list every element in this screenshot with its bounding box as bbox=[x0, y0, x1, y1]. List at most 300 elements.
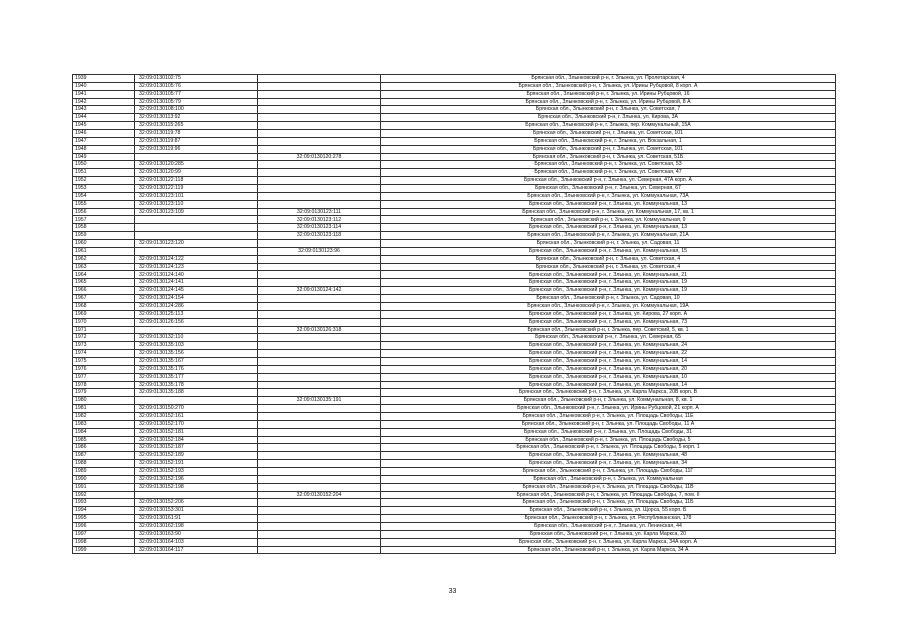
cadastral-number-cell: 32:09:0130135:167 bbox=[135, 357, 258, 365]
row-number-cell: 1981 bbox=[73, 405, 135, 413]
address-cell: Брянская обл., Злынковский р-н, г. Злынка, ул. Советская, 4 bbox=[381, 263, 836, 271]
cadastral-number-cell: 32:09:0130152:170 bbox=[135, 420, 258, 428]
table-row bbox=[73, 318, 836, 326]
table-row bbox=[73, 279, 836, 287]
address-cell: Брянская обл., Злынковский р-н, г. Злынка, ул. Ирины Рубцовой, 16 bbox=[381, 90, 836, 98]
registry-table-body bbox=[73, 75, 836, 554]
cadastral-number-cell: 32:09:0130105:77 bbox=[135, 90, 258, 98]
table-row bbox=[73, 98, 836, 106]
related-cadastral-number-cell bbox=[258, 530, 381, 538]
cadastral-number-cell: 32:09:0130105:76 bbox=[135, 82, 258, 90]
address-cell: Брянская обл., Злынковский р-н, г. Злынка, ул. Вокзальная, 1 bbox=[381, 137, 836, 145]
table-row bbox=[73, 467, 836, 475]
cadastral-number-cell: 32:09:0130119:87 bbox=[135, 137, 258, 145]
row-number-cell: 1965 bbox=[73, 279, 135, 287]
related-cadastral-number-cell bbox=[258, 98, 381, 106]
related-cadastral-number-cell bbox=[258, 255, 381, 263]
address-cell: Брянская обл., Злынковский р-н, г. Злынка, ул. Карла Маркса, 34А корп. А bbox=[381, 538, 836, 546]
related-cadastral-number-cell bbox=[258, 444, 381, 452]
row-number-cell: 1987 bbox=[73, 452, 135, 460]
table-row bbox=[73, 271, 836, 279]
table-row bbox=[73, 208, 836, 216]
related-cadastral-number-cell bbox=[258, 334, 381, 342]
address-cell: Брянская обл., Злынковский р-н, г. Злынка, ул. Садовая, 10 bbox=[381, 295, 836, 303]
table-row bbox=[73, 153, 836, 161]
address-cell: Брянская обл., Злынковский р-н, г. Злынка, ул. Коммунальная, 48 bbox=[381, 452, 836, 460]
table-row bbox=[73, 357, 836, 365]
related-cadastral-number-cell bbox=[258, 295, 381, 303]
address-cell: Брянская обл., Злынковский р-н, г. Злынка, ул. Коммунальная, 22 bbox=[381, 350, 836, 358]
related-cadastral-number-cell bbox=[258, 546, 381, 554]
row-number-cell: 1988 bbox=[73, 460, 135, 468]
cadastral-number-cell: 32:09:0130135:156 bbox=[135, 350, 258, 358]
table-row bbox=[73, 350, 836, 358]
row-number-cell: 1945 bbox=[73, 122, 135, 130]
row-number-cell: 1940 bbox=[73, 82, 135, 90]
cadastral-number-cell bbox=[135, 247, 258, 255]
address-cell: Брянская обл., Злынковский р-н, г. Злынка, ул. Советская, 53 bbox=[381, 161, 836, 169]
row-number-cell: 1966 bbox=[73, 287, 135, 295]
table-row bbox=[73, 538, 836, 546]
row-number-cell: 1986 bbox=[73, 444, 135, 452]
related-cadastral-number-cell: 32:09:0130123:111 bbox=[258, 208, 381, 216]
address-cell: Брянская обл., Злынковский р-н, г. Злынка, ул. Коммунальная, 19А bbox=[381, 302, 836, 310]
row-number-cell: 1957 bbox=[73, 216, 135, 224]
table-row bbox=[73, 342, 836, 350]
row-number-cell: 1979 bbox=[73, 389, 135, 397]
address-cell: Брянская обл., Злынковский р-н, г. Злынка, ул. Садовая, 11 bbox=[381, 240, 836, 248]
row-number-cell: 1952 bbox=[73, 177, 135, 185]
row-number-cell: 1996 bbox=[73, 522, 135, 530]
address-cell: Брянская обл., Злынковский р-н, г. Злынка, ул. Советская, 4 bbox=[381, 255, 836, 263]
related-cadastral-number-cell: 32:09:0130120:278 bbox=[258, 153, 381, 161]
related-cadastral-number-cell bbox=[258, 114, 381, 122]
cadastral-number-cell: 32:09:0130135:188 bbox=[135, 389, 258, 397]
cadastral-number-cell: 32:09:0130152:184 bbox=[135, 436, 258, 444]
related-cadastral-number-cell bbox=[258, 310, 381, 318]
related-cadastral-number-cell bbox=[258, 420, 381, 428]
address-cell: Брянская обл., Злынковский р-н, г. Злынка, ул. Коммунальная, 15 bbox=[381, 247, 836, 255]
address-cell: Брянская обл., Злынковский р-н, г. Злынка, ул. Коммунальная, 14 bbox=[381, 381, 836, 389]
cadastral-number-cell: 32:09:0130152:206 bbox=[135, 499, 258, 507]
row-number-cell: 1976 bbox=[73, 365, 135, 373]
table-row bbox=[73, 412, 836, 420]
cadastral-number-cell: 32:09:0130126:156 bbox=[135, 318, 258, 326]
address-cell: Брянская обл., Злынковский р-н, г. Злынка, ул. Северная, 47А корп. А bbox=[381, 177, 836, 185]
address-cell: Брянская обл., Злынковский р-н, г. Злынка, ул. Площадь Свободы, 11Е bbox=[381, 412, 836, 420]
related-cadastral-number-cell bbox=[258, 342, 381, 350]
cadastral-number-cell: 32:09:0130135:177 bbox=[135, 373, 258, 381]
table-row bbox=[73, 145, 836, 153]
cadastral-number-cell: 32:09:0130152:187 bbox=[135, 444, 258, 452]
table-row bbox=[73, 216, 836, 224]
table-row bbox=[73, 90, 836, 98]
row-number-cell: 1970 bbox=[73, 318, 135, 326]
row-number-cell: 1995 bbox=[73, 515, 135, 523]
address-cell: Брянская обл., Злынковский р-н, г. Злынка, ул. Коммунальная, 73 bbox=[381, 318, 836, 326]
related-cadastral-number-cell: 32:09:0130135:191 bbox=[258, 397, 381, 405]
cadastral-number-cell: 32:09:0130122:119 bbox=[135, 185, 258, 193]
address-cell: Брянская обл., Злынковский р-н, г. Злынка, пер. Советский, 5, кв. 1 bbox=[381, 326, 836, 334]
row-number-cell: 1983 bbox=[73, 420, 135, 428]
related-cadastral-number-cell bbox=[258, 302, 381, 310]
row-number-cell: 1949 bbox=[73, 153, 135, 161]
cadastral-number-cell: 32:09:0130152:161 bbox=[135, 412, 258, 420]
row-number-cell: 1985 bbox=[73, 436, 135, 444]
cadastral-number-cell: 32:09:0130105:79 bbox=[135, 98, 258, 106]
table-row bbox=[73, 82, 836, 90]
related-cadastral-number-cell bbox=[258, 412, 381, 420]
cadastral-number-cell: 32:09:0130161:91 bbox=[135, 515, 258, 523]
registry-table bbox=[72, 74, 836, 554]
row-number-cell: 1969 bbox=[73, 310, 135, 318]
address-cell: Брянская обл., Злынковский р-н, г. Злынка, ул. Коммунальная, 21А bbox=[381, 232, 836, 240]
row-number-cell: 1956 bbox=[73, 208, 135, 216]
address-cell: Брянская обл., Злынковский р-н, г. Злынка, ул. Площадь Свободы, 11Б bbox=[381, 499, 836, 507]
table-row bbox=[73, 460, 836, 468]
related-cadastral-number-cell bbox=[258, 515, 381, 523]
cadastral-number-cell: 32:09:0130150:270 bbox=[135, 405, 258, 413]
cadastral-number-cell: 32:09:0130162:198 bbox=[135, 522, 258, 530]
table-row bbox=[73, 515, 836, 523]
address-cell: Брянская обл., Злынковский р-н, г. Злынка, ул. Коммунальная, 14 bbox=[381, 357, 836, 365]
table-row bbox=[73, 106, 836, 114]
cadastral-number-cell: 32:09:0130113:92 bbox=[135, 114, 258, 122]
address-cell: Брянская обл., Злынковский р-н, г. Злынка, ул. Коммунальная, 19 bbox=[381, 279, 836, 287]
address-cell: Брянская обл., Злынковский р-н, г. Злынка, ул. Советская, 7 bbox=[381, 106, 836, 114]
cadastral-number-cell: 32:09:0130124:154 bbox=[135, 295, 258, 303]
table-row bbox=[73, 483, 836, 491]
related-cadastral-number-cell: 32:09:0130123:114 bbox=[258, 224, 381, 232]
cadastral-number-cell: 32:09:0130153:301 bbox=[135, 507, 258, 515]
cadastral-number-cell bbox=[135, 216, 258, 224]
related-cadastral-number-cell bbox=[258, 522, 381, 530]
table-row bbox=[73, 420, 836, 428]
table-row bbox=[73, 397, 836, 405]
row-number-cell: 1967 bbox=[73, 295, 135, 303]
row-number-cell: 1978 bbox=[73, 381, 135, 389]
table-row bbox=[73, 530, 836, 538]
related-cadastral-number-cell bbox=[258, 538, 381, 546]
related-cadastral-number-cell bbox=[258, 130, 381, 138]
cadastral-number-cell: 32:09:0130152:196 bbox=[135, 475, 258, 483]
related-cadastral-number-cell bbox=[258, 271, 381, 279]
address-cell: Брянская обл., Злынковский р-н, г. Злынка, ул. Советская, 51Б bbox=[381, 153, 836, 161]
cadastral-number-cell: 32:09:0130124:286 bbox=[135, 302, 258, 310]
row-number-cell: 1968 bbox=[73, 302, 135, 310]
related-cadastral-number-cell bbox=[258, 365, 381, 373]
row-number-cell: 1992 bbox=[73, 491, 135, 499]
related-cadastral-number-cell bbox=[258, 436, 381, 444]
cadastral-number-cell: 32:09:0130125:113 bbox=[135, 310, 258, 318]
row-number-cell: 1944 bbox=[73, 114, 135, 122]
row-number-cell: 1947 bbox=[73, 137, 135, 145]
page-number: 33 bbox=[448, 588, 457, 595]
cadastral-number-cell: 32:09:0130119:96 bbox=[135, 145, 258, 153]
address-cell: Брянская обл., Злынковский р-н, г. Злынка, ул. Коммунальная, 9 bbox=[381, 216, 836, 224]
row-number-cell: 1993 bbox=[73, 499, 135, 507]
address-cell: Брянская обл., Злынковский р-н, г. Злынка, ул. Республиканская, 178 bbox=[381, 515, 836, 523]
related-cadastral-number-cell bbox=[258, 389, 381, 397]
table-row bbox=[73, 365, 836, 373]
cadastral-number-cell: 32:09:0130152:181 bbox=[135, 428, 258, 436]
table-row bbox=[73, 436, 836, 444]
row-number-cell: 1971 bbox=[73, 326, 135, 334]
address-cell: Брянская обл., Злынковский р-н, г. Злынка, ул. Ирины Рубцовой, 21 корп. А bbox=[381, 405, 836, 413]
row-number-cell: 1959 bbox=[73, 232, 135, 240]
table-row bbox=[73, 499, 836, 507]
cadastral-number-cell bbox=[135, 224, 258, 232]
table-row bbox=[73, 114, 836, 122]
table-row bbox=[73, 75, 836, 83]
related-cadastral-number-cell bbox=[258, 499, 381, 507]
address-cell: Брянская обл., Злынковский р-н, г. Злынка, ул. Коммунальная bbox=[381, 475, 836, 483]
table-row bbox=[73, 475, 836, 483]
related-cadastral-number-cell bbox=[258, 263, 381, 271]
related-cadastral-number-cell bbox=[258, 185, 381, 193]
related-cadastral-number-cell: 32:09:0130124:142 bbox=[258, 287, 381, 295]
cadastral-number-cell: 32:09:0130135:178 bbox=[135, 381, 258, 389]
row-number-cell: 1989 bbox=[73, 467, 135, 475]
table-row bbox=[73, 263, 836, 271]
row-number-cell: 1942 bbox=[73, 98, 135, 106]
row-number-cell: 1997 bbox=[73, 530, 135, 538]
table-row bbox=[73, 452, 836, 460]
cadastral-number-cell: 32:09:0130135:103 bbox=[135, 342, 258, 350]
related-cadastral-number-cell bbox=[258, 82, 381, 90]
address-cell: Брянская обл., Злынковский р-н, г. Злынка, ул. Карла Маркса, 34 А bbox=[381, 546, 836, 554]
table-row bbox=[73, 122, 836, 130]
row-number-cell: 1975 bbox=[73, 357, 135, 365]
cadastral-number-cell: 32:09:0130123:110 bbox=[135, 200, 258, 208]
table-row bbox=[73, 185, 836, 193]
row-number-cell: 1943 bbox=[73, 106, 135, 114]
address-cell: Брянская обл., Злынковский р-н, г. Злынка, ул. Площадь Свободы, 11В bbox=[381, 483, 836, 491]
row-number-cell: 1990 bbox=[73, 475, 135, 483]
address-cell: Брянская обл., Злынковский р-н, г. Злынка, ул. Площадь Свободы, 31 bbox=[381, 428, 836, 436]
address-cell: Брянская обл., Злынковский р-н, г. Злынка, пер. Коммунальный, 15А bbox=[381, 122, 836, 130]
related-cadastral-number-cell bbox=[258, 405, 381, 413]
row-number-cell: 1972 bbox=[73, 334, 135, 342]
related-cadastral-number-cell bbox=[258, 467, 381, 475]
cadastral-number-cell: 32:09:0130152:193 bbox=[135, 467, 258, 475]
cadastral-number-cell bbox=[135, 153, 258, 161]
row-number-cell: 1958 bbox=[73, 224, 135, 232]
table-row bbox=[73, 232, 836, 240]
related-cadastral-number-cell bbox=[258, 90, 381, 98]
related-cadastral-number-cell: 32:09:0130126:318 bbox=[258, 326, 381, 334]
cadastral-number-cell bbox=[135, 326, 258, 334]
table-row bbox=[73, 200, 836, 208]
address-cell: Брянская обл., Злынковский р-н, г. Злынка, ул. Кирова, 3А bbox=[381, 114, 836, 122]
table-row bbox=[73, 444, 836, 452]
table-row bbox=[73, 240, 836, 248]
row-number-cell: 1974 bbox=[73, 350, 135, 358]
cadastral-number-cell: 32:09:0130163:90 bbox=[135, 530, 258, 538]
table-row bbox=[73, 428, 836, 436]
address-cell: Брянская обл., Злынковский р-н, г. Злынка, ул. Коммунальная, 21 bbox=[381, 271, 836, 279]
table-row bbox=[73, 130, 836, 138]
address-cell: Брянская обл., Злынковский р-н, г. Злынка, ул. Коммунальная, 34 bbox=[381, 460, 836, 468]
cadastral-number-cell: 32:09:0130123:101 bbox=[135, 192, 258, 200]
related-cadastral-number-cell bbox=[258, 122, 381, 130]
related-cadastral-number-cell bbox=[258, 177, 381, 185]
related-cadastral-number-cell bbox=[258, 169, 381, 177]
row-number-cell: 1948 bbox=[73, 145, 135, 153]
row-number-cell: 1963 bbox=[73, 263, 135, 271]
table-row bbox=[73, 224, 836, 232]
address-cell: Брянская обл., Злынковский р-н, г. Злынка, ул. Советская, 47 bbox=[381, 169, 836, 177]
table-row bbox=[73, 373, 836, 381]
row-number-cell: 1962 bbox=[73, 255, 135, 263]
table-row bbox=[73, 137, 836, 145]
cadastral-number-cell: 32:09:0130119:78 bbox=[135, 130, 258, 138]
address-cell: Брянская обл., Злынковский р-н, г. Злынка, ул. Площадь Свободы, 5 bbox=[381, 436, 836, 444]
cadastral-number-cell: 32:09:0130152:198 bbox=[135, 483, 258, 491]
row-number-cell: 1960 bbox=[73, 240, 135, 248]
cadastral-number-cell: 32:09:0130132:110 bbox=[135, 334, 258, 342]
cadastral-number-cell: 32:09:0130152:189 bbox=[135, 452, 258, 460]
row-number-cell: 1939 bbox=[73, 75, 135, 83]
cadastral-number-cell: 32:09:0130123:109 bbox=[135, 208, 258, 216]
related-cadastral-number-cell bbox=[258, 428, 381, 436]
address-cell: Брянская обл., Злынковский р-н, г. Злынка, ул. Площадь Свободы, 11Г bbox=[381, 467, 836, 475]
related-cadastral-number-cell bbox=[258, 192, 381, 200]
cadastral-number-cell: 32:09:0130124:140 bbox=[135, 271, 258, 279]
address-cell: Брянская обл., Злынковский р-н, г. Злынка, ул. Кирова, 27 корп. А bbox=[381, 310, 836, 318]
row-number-cell: 1991 bbox=[73, 483, 135, 491]
related-cadastral-number-cell bbox=[258, 106, 381, 114]
row-number-cell: 1973 bbox=[73, 342, 135, 350]
related-cadastral-number-cell bbox=[258, 357, 381, 365]
related-cadastral-number-cell: 32:09:0130152:204 bbox=[258, 491, 381, 499]
address-cell: Брянская обл., Злынковский р-н, г. Злынка, ул. Коммунальная, 20 bbox=[381, 365, 836, 373]
address-cell: Брянская обл., Злынковский р-н, г. Злынка, ул. Коммунальная, 10 bbox=[381, 373, 836, 381]
address-cell: Брянская обл., Злынковский р-н, г. Злынка, ул. Коммунальная, 73А bbox=[381, 192, 836, 200]
related-cadastral-number-cell: 32:09:0130123:112 bbox=[258, 216, 381, 224]
cadastral-number-cell: 32:09:0130124:122 bbox=[135, 255, 258, 263]
related-cadastral-number-cell bbox=[258, 507, 381, 515]
row-number-cell: 1954 bbox=[73, 192, 135, 200]
related-cadastral-number-cell bbox=[258, 137, 381, 145]
row-number-cell: 1980 bbox=[73, 397, 135, 405]
cadastral-number-cell: 32:09:0130123:120 bbox=[135, 240, 258, 248]
row-number-cell: 1977 bbox=[73, 373, 135, 381]
row-number-cell: 1953 bbox=[73, 185, 135, 193]
table-row bbox=[73, 255, 836, 263]
related-cadastral-number-cell bbox=[258, 145, 381, 153]
address-cell: Брянская обл., Злынковский р-н, г. Злынка, ул. Щорса, 55 корп. Б bbox=[381, 507, 836, 515]
related-cadastral-number-cell bbox=[258, 279, 381, 287]
table-row bbox=[73, 287, 836, 295]
address-cell: Брянская обл., Злынковский р-н, г. Злынка, ул. Площадь Свободы, 5 корп. 1 bbox=[381, 444, 836, 452]
row-number-cell: 1982 bbox=[73, 412, 135, 420]
table-row bbox=[73, 302, 836, 310]
related-cadastral-number-cell bbox=[258, 161, 381, 169]
row-number-cell: 1964 bbox=[73, 271, 135, 279]
address-cell: Брянская обл., Злынковский р-н, г. Злынка, ул. Коммунальная, 17, кв. 1 bbox=[381, 208, 836, 216]
row-number-cell: 1994 bbox=[73, 507, 135, 515]
cadastral-number-cell: 32:09:0130164:117 bbox=[135, 546, 258, 554]
address-cell: Брянская обл., Злынковский р-н, г. Злынка, ул. Коммунальная, 19 bbox=[381, 287, 836, 295]
table-row bbox=[73, 507, 836, 515]
table-row bbox=[73, 169, 836, 177]
table-row bbox=[73, 326, 836, 334]
cadastral-number-cell: 32:09:0130124:141 bbox=[135, 279, 258, 287]
cadastral-number-cell: 32:09:0130122:118 bbox=[135, 177, 258, 185]
cadastral-number-cell: 32:09:0130164:103 bbox=[135, 538, 258, 546]
row-number-cell: 1999 bbox=[73, 546, 135, 554]
address-cell: Брянская обл., Злынковский р-н, г. Злынка, ул. Карла Маркса, 20 bbox=[381, 530, 836, 538]
table-row bbox=[73, 161, 836, 169]
cadastral-number-cell: 32:09:0130115:265 bbox=[135, 122, 258, 130]
cadastral-number-cell: 32:09:0130152:191 bbox=[135, 460, 258, 468]
table-row bbox=[73, 310, 836, 318]
address-cell: Брянская обл., Злынковский р-н, г. Злынка, ул. Советская, 101 bbox=[381, 145, 836, 153]
row-number-cell: 1955 bbox=[73, 200, 135, 208]
address-cell: Брянская обл., Злынковский р-н, г. Злынка, ул. Площадь Свободы, 7, пом. II bbox=[381, 491, 836, 499]
table-row bbox=[73, 247, 836, 255]
address-cell: Брянская обл., Злынковский р-н, г. Злынка, ул. Карла Маркса, 20В корп. В bbox=[381, 389, 836, 397]
related-cadastral-number-cell bbox=[258, 452, 381, 460]
address-cell: Брянская обл., Злынковский р-н, г. Злынка, ул. Коммунальная, 13 bbox=[381, 224, 836, 232]
row-number-cell: 1998 bbox=[73, 538, 135, 546]
table-row bbox=[73, 491, 836, 499]
related-cadastral-number-cell bbox=[258, 240, 381, 248]
row-number-cell: 1984 bbox=[73, 428, 135, 436]
table-row bbox=[73, 295, 836, 303]
cadastral-number-cell: 32:09:0130102:75 bbox=[135, 75, 258, 83]
related-cadastral-number-cell bbox=[258, 475, 381, 483]
related-cadastral-number-cell bbox=[258, 381, 381, 389]
row-number-cell: 1946 bbox=[73, 130, 135, 138]
address-cell: Брянская обл., Злынковский р-н, г. Злынка, ул. Советская, 101 bbox=[381, 130, 836, 138]
address-cell: Брянская обл., Злынковский р-н, г. Злынка, ул. Пролетарская, 4 bbox=[381, 75, 836, 83]
address-cell: Брянская обл., Злынковский р-н, г. Злынка, ул. Северная, 67 bbox=[381, 185, 836, 193]
cadastral-number-cell: 32:09:0130124:145 bbox=[135, 287, 258, 295]
row-number-cell: 1951 bbox=[73, 169, 135, 177]
cadastral-number-cell: 32:09:0130108:100 bbox=[135, 106, 258, 114]
cadastral-number-cell bbox=[135, 397, 258, 405]
cadastral-number-cell: 32:09:0130135:176 bbox=[135, 365, 258, 373]
cadastral-number-cell: 32:09:0130124:123 bbox=[135, 263, 258, 271]
related-cadastral-number-cell: 32:09:0130123:96 bbox=[258, 247, 381, 255]
address-cell: Брянская обл., Злынковский р-н, г. Злынка, ул. Ленинская, 44 bbox=[381, 522, 836, 530]
table-row bbox=[73, 381, 836, 389]
table-row bbox=[73, 177, 836, 185]
address-cell: Брянская обл., Злынковский р-н, г. Злынка, ул. Ирины Рубцовой, 8 А bbox=[381, 98, 836, 106]
table-row bbox=[73, 405, 836, 413]
cadastral-number-cell: 32:09:0130120:99 bbox=[135, 169, 258, 177]
related-cadastral-number-cell bbox=[258, 460, 381, 468]
cadastral-number-cell: 32:09:0130120:285 bbox=[135, 161, 258, 169]
related-cadastral-number-cell bbox=[258, 318, 381, 326]
address-cell: Брянская обл., Злынковский р-н, г. Злынка, ул. Коммунальная, 24 bbox=[381, 342, 836, 350]
related-cadastral-number-cell bbox=[258, 350, 381, 358]
address-cell: Брянская обл., Злынковский р-н, г. Злынка, ул. Площадь Свободы, 11 А bbox=[381, 420, 836, 428]
table-row bbox=[73, 389, 836, 397]
related-cadastral-number-cell bbox=[258, 200, 381, 208]
table-row bbox=[73, 546, 836, 554]
related-cadastral-number-cell bbox=[258, 373, 381, 381]
row-number-cell: 1961 bbox=[73, 247, 135, 255]
address-cell: Брянская обл., Злынковский р-н, г. Злынка, ул. Коммунальная, 8, кв. 1 bbox=[381, 397, 836, 405]
cadastral-number-cell bbox=[135, 232, 258, 240]
address-cell: Брянская обл., Злынковский р-н, г. Злынка, ул. Коммунальная, 13 bbox=[381, 200, 836, 208]
related-cadastral-number-cell: 32:09:0130123:118 bbox=[258, 232, 381, 240]
address-cell: Брянская обл., Злынковский р-н, г. Злынка, ул. Ирины Рубцовой, 8 корп. А bbox=[381, 82, 836, 90]
table-row bbox=[73, 192, 836, 200]
